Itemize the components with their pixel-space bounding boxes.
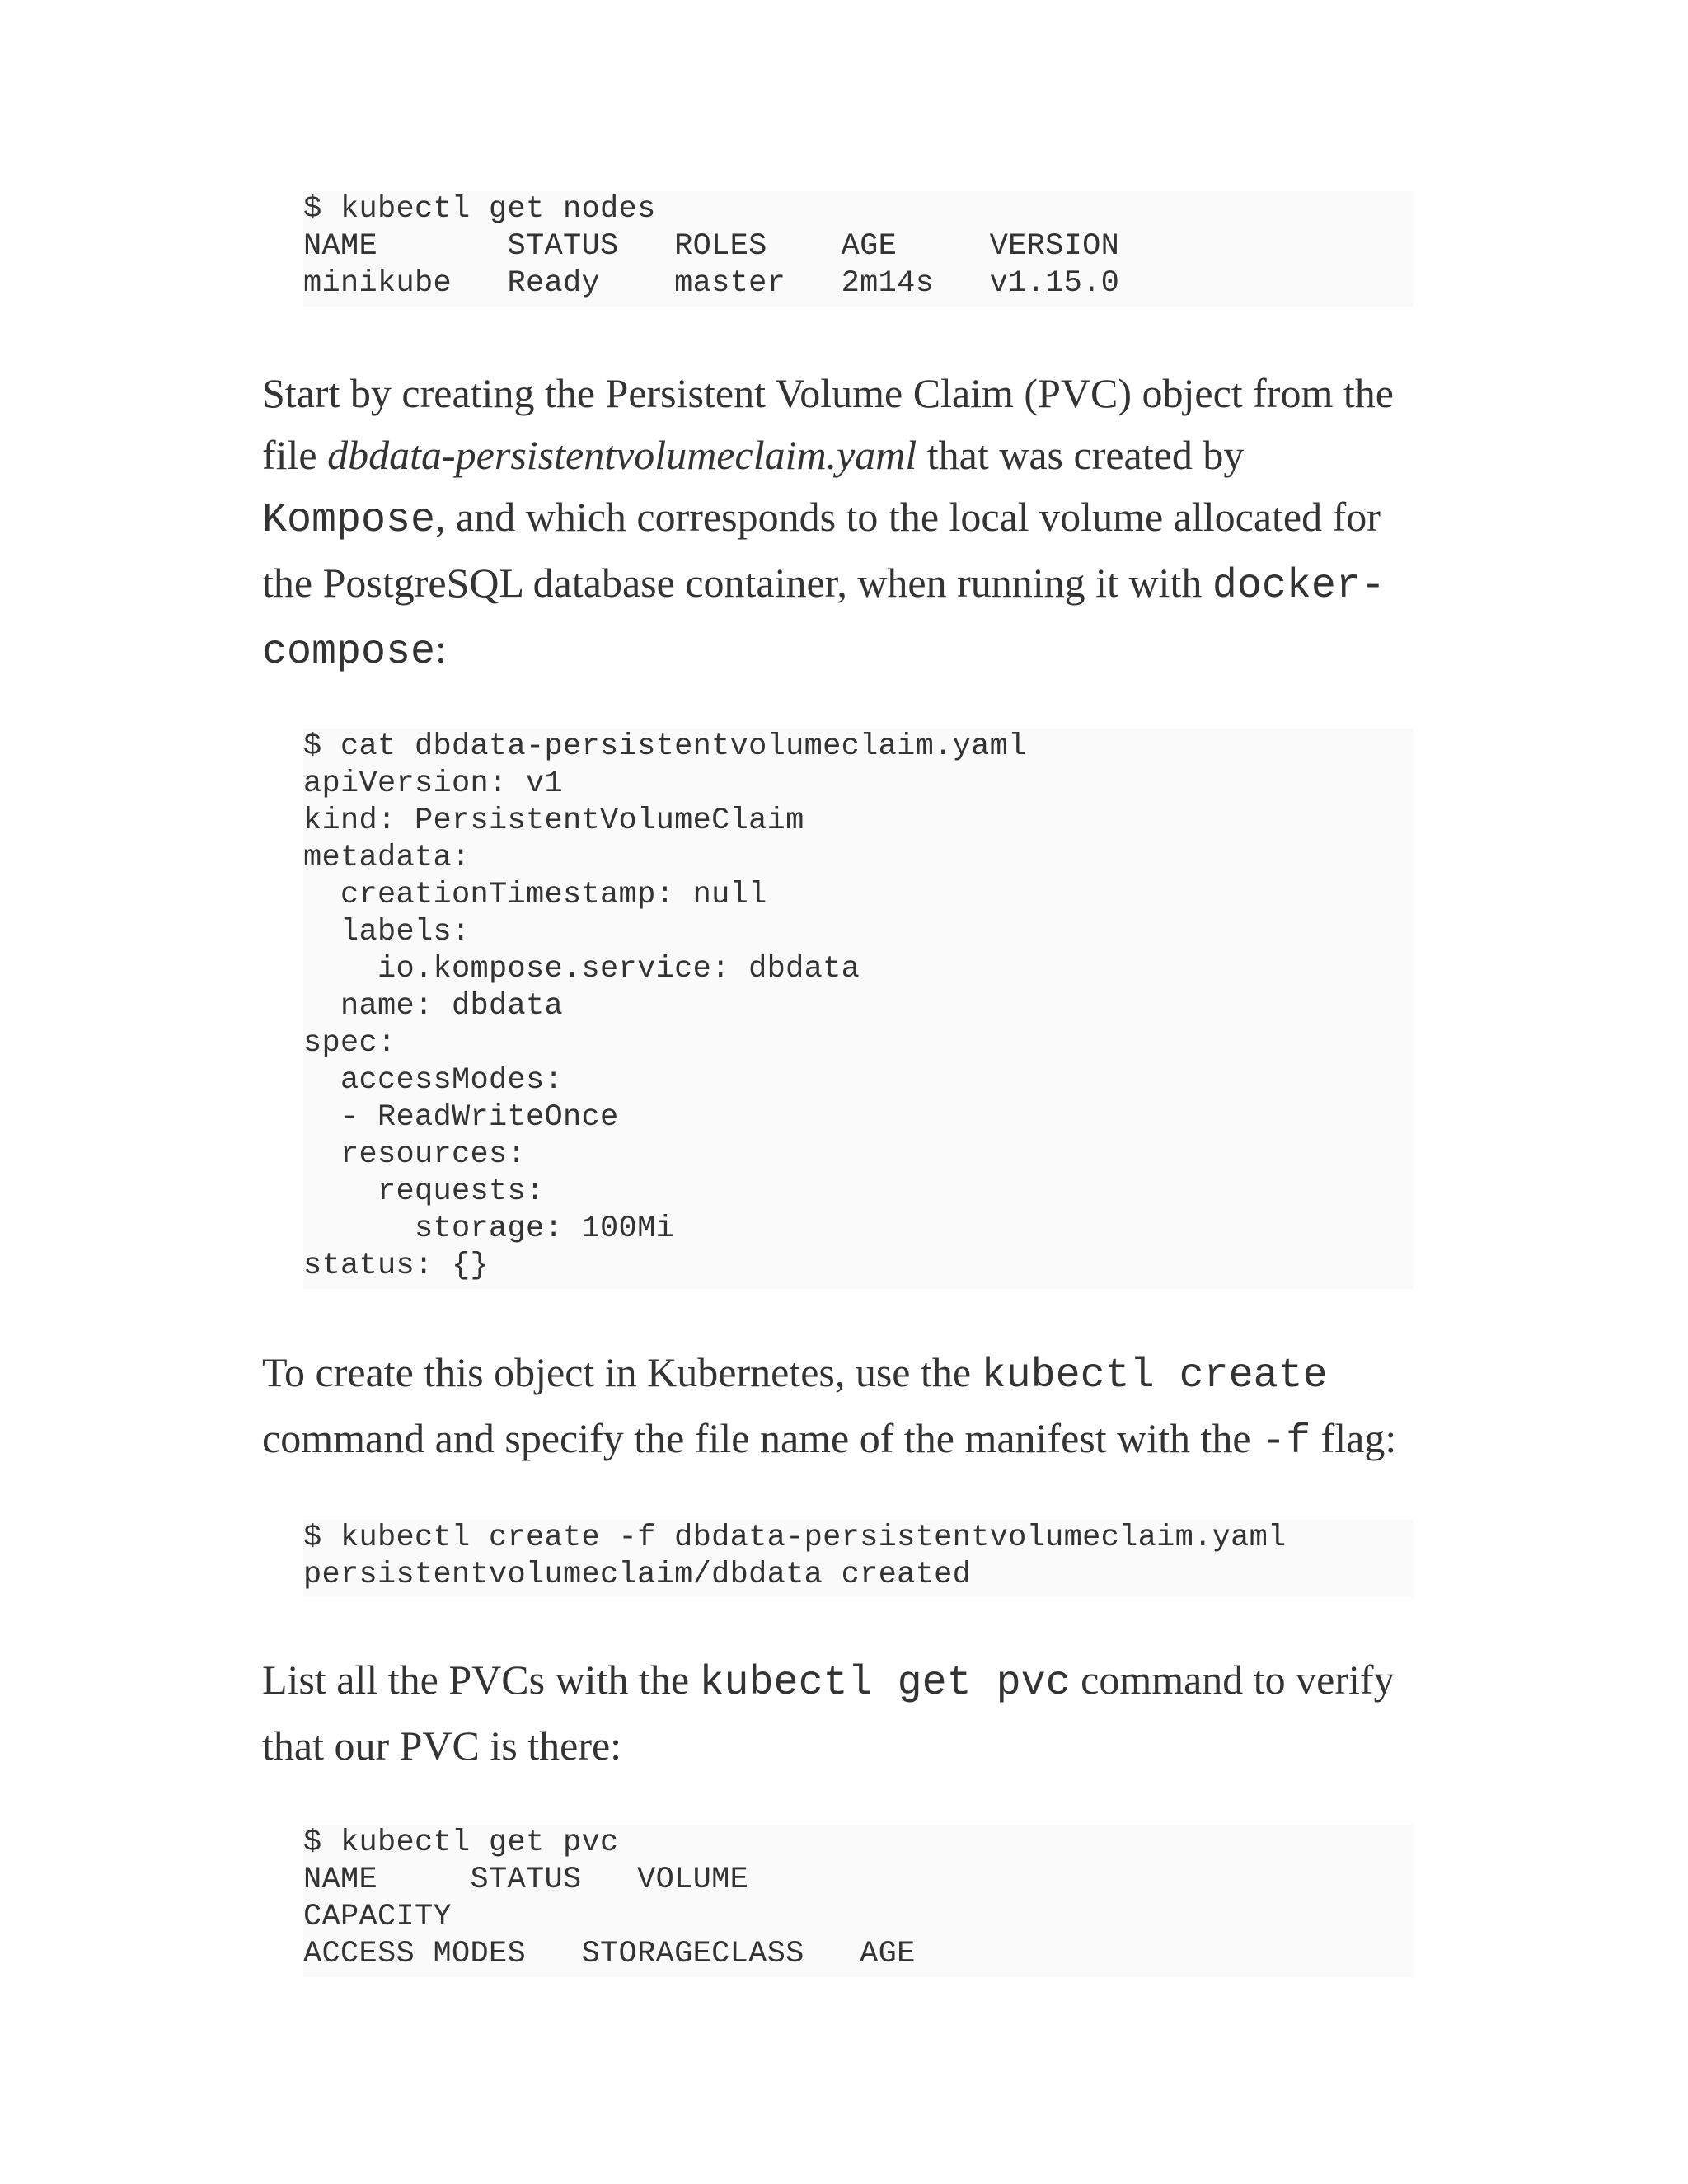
- inline-code-compose: compose: [262, 629, 436, 676]
- paragraph-line: [262, 1647, 1424, 1713]
- paragraph-text: command and specify the file name of the manifest with the: [262, 1415, 1262, 1461]
- inline-code-kubectl-get-pvc: kubectl get pvc: [699, 1660, 1071, 1707]
- code-line: $ kubectl get pvc: [303, 1825, 619, 1860]
- paragraph-text: :: [435, 626, 447, 672]
- code-block-kubectl-create: [303, 1520, 1414, 1597]
- paragraph-line: [262, 548, 1424, 618]
- paragraph-line: [262, 1713, 1424, 1779]
- code-line: NAME STATUS VOLUME: [303, 1863, 749, 1897]
- code-line: requests:: [303, 1174, 545, 1209]
- code-block-get-pvc: [303, 1825, 1414, 1977]
- code-block-get-nodes: [303, 191, 1414, 307]
- paragraph-text: that our PVC is there:: [262, 1722, 622, 1769]
- paragraph-text: , and which corresponds to the local volume allocated for: [435, 494, 1381, 540]
- code-line: labels:: [303, 915, 471, 949]
- inline-code-kompose: Kompose: [262, 497, 436, 544]
- paragraph-text: List all the PVCs with the: [262, 1657, 700, 1703]
- code-line: - ReadWriteOnce: [303, 1100, 619, 1135]
- paragraph-text: flag:: [1311, 1415, 1397, 1461]
- paragraph-line: [262, 424, 1424, 486]
- paragraph-line: [262, 1339, 1424, 1405]
- paragraph-text: the PostgreSQL database container, when running it with: [262, 560, 1212, 606]
- code-line: creationTimestamp: null: [303, 878, 767, 912]
- code-line: $ kubectl get nodes: [303, 192, 656, 227]
- inline-code-docker: docker-: [1212, 563, 1386, 610]
- code-line: kind: PersistentVolumeClaim: [303, 804, 804, 838]
- code-line: storage: 100Mi: [303, 1212, 675, 1246]
- code-line: $ cat dbdata-persistentvolumeclaim.yaml: [303, 729, 1027, 764]
- code-line: minikube Ready master 2m14s v1.15.0: [303, 266, 1120, 301]
- paragraph-text: Start by creating the Persistent Volume Claim (PVC) object from the: [262, 370, 1394, 416]
- code-line: apiVersion: v1: [303, 766, 564, 801]
- code-line: NAME STATUS ROLES AGE VERSION: [303, 229, 1120, 264]
- code-line: name: dbdata: [303, 989, 564, 1024]
- paragraph-text: command to verify: [1070, 1657, 1395, 1703]
- paragraph-line: [262, 363, 1424, 424]
- code-line: accessModes:: [303, 1063, 564, 1098]
- inline-code-f-flag: -f: [1261, 1418, 1311, 1465]
- paragraph-line: [262, 1405, 1424, 1471]
- code-line: ACCESS MODES STORAGECLASS AGE: [303, 1937, 916, 1971]
- code-line: spec:: [303, 1026, 396, 1061]
- code-line: persistentvolumeclaim/dbdata created: [303, 1558, 972, 1592]
- paragraph-line: [262, 618, 1424, 680]
- filename-emphasis: dbdata-persistentvolumeclaim.yaml: [327, 432, 917, 478]
- paragraph-create-pvc: [262, 363, 1424, 680]
- code-line: io.kompose.service: dbdata: [303, 952, 860, 987]
- inline-code-kubectl-create: kubectl create: [981, 1352, 1328, 1399]
- code-line: resources:: [303, 1137, 527, 1172]
- code-block-pvc-yaml: [303, 729, 1414, 1289]
- paragraph-line: [262, 486, 1424, 548]
- paragraph-text: file: [262, 432, 328, 478]
- code-line: metadata:: [303, 841, 471, 875]
- code-line: status: {}: [303, 1249, 490, 1283]
- code-line: CAPACITY: [303, 1900, 452, 1934]
- paragraph-text: To create this object in Kubernetes, use the: [262, 1349, 982, 1395]
- paragraph-get-pvc: [262, 1647, 1424, 1779]
- paragraph-text: that was created by: [917, 432, 1245, 478]
- code-line: $ kubectl create -f dbdata-persistentvolumeclaim.yaml: [303, 1521, 1287, 1555]
- paragraph-kubectl-create: [262, 1339, 1424, 1471]
